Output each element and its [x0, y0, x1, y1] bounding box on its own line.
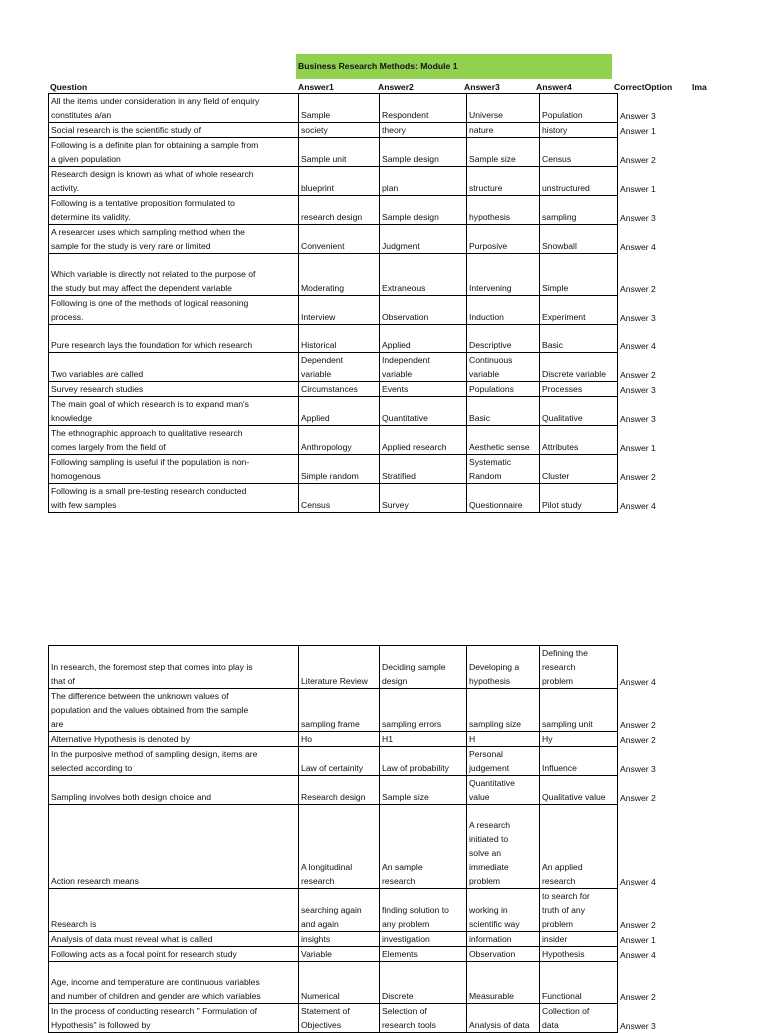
answer1-cell[interactable]: Applied — [299, 397, 380, 426]
answer2-cell[interactable]: Law of probability — [380, 747, 467, 776]
correct-option-cell[interactable]: Answer 3 — [620, 212, 656, 223]
answer1-cell[interactable]: Simple random — [299, 455, 380, 484]
question-cell[interactable]: The ethnographic approach to qualitative research comes largely from the field of — [49, 426, 299, 455]
answer3-cell[interactable]: Basic — [467, 397, 540, 426]
answer4-cell[interactable]: Pilot study — [540, 484, 618, 513]
answer1-cell[interactable]: searching again and again — [299, 889, 380, 932]
answer3-cell[interactable]: Questionnaire — [467, 484, 540, 513]
answer2-cell[interactable]: Stratified — [380, 455, 467, 484]
correct-option-cell[interactable]: Answer 2 — [620, 154, 656, 165]
answer4-cell[interactable]: history — [540, 123, 618, 138]
question-cell[interactable]: Following acts as a focal point for research study — [49, 947, 299, 962]
answer4-cell[interactable]: Experiment — [540, 296, 618, 325]
answer3-cell[interactable]: Measurable — [467, 962, 540, 1004]
answer2-cell[interactable]: Elements — [380, 947, 467, 962]
answer2-cell[interactable]: Applied — [380, 325, 467, 353]
answer4-cell[interactable]: Functional — [540, 962, 618, 1004]
header-image[interactable]: Ima — [692, 82, 707, 92]
answer1-cell[interactable]: Census — [299, 484, 380, 513]
table-row — [49, 94, 693, 123]
table-row — [49, 455, 693, 484]
question-cell[interactable]: Survey research studies — [49, 382, 299, 397]
answer2-cell[interactable]: investigation — [380, 932, 467, 947]
answer1-cell[interactable]: research design — [299, 196, 380, 225]
answer1-cell[interactable]: Numerical — [299, 962, 380, 1004]
answer1-cell[interactable]: Law of certainity — [299, 747, 380, 776]
table-row — [49, 889, 693, 932]
answer2-cell[interactable]: theory — [380, 123, 467, 138]
answer4-cell[interactable]: Collection of data — [540, 1004, 618, 1033]
answer1-cell[interactable]: Research design — [299, 776, 380, 805]
question-table-1 — [48, 93, 693, 513]
answer2-cell[interactable]: Discrete — [380, 962, 467, 1004]
answer1-cell[interactable]: Convenient — [299, 225, 380, 254]
correct-option-cell[interactable]: Answer 2 — [620, 792, 656, 803]
answer3-cell[interactable]: Descriptive — [467, 325, 540, 353]
question-cell[interactable]: Following is one of the methods of logical reasoning process. — [49, 296, 299, 325]
question-cell[interactable]: Following is a tentative proposition formulated to determine its validity. — [49, 196, 299, 225]
answer2-cell[interactable]: finding solution to any problem — [380, 889, 467, 932]
answer4-cell[interactable]: to search for truth of any problem — [540, 889, 618, 932]
table-row — [49, 484, 693, 513]
answer3-cell[interactable]: Populations — [467, 382, 540, 397]
question-cell[interactable]: Alternative Hypothesis is denoted by — [49, 732, 299, 747]
answer1-cell[interactable]: Anthropology — [299, 426, 380, 455]
answer4-cell[interactable]: unstructured — [540, 167, 618, 196]
answer4-cell[interactable]: Population — [540, 94, 618, 123]
answer3-cell[interactable]: information — [467, 932, 540, 947]
answer3-cell[interactable]: sampling size — [467, 689, 540, 732]
answer3-cell[interactable]: Intervening — [467, 254, 540, 296]
question-cell[interactable]: Research is — [49, 889, 299, 932]
answer4-cell[interactable]: Census — [540, 138, 618, 167]
question-cell[interactable]: A researcer uses which sampling method when the sample for the study is very rare or limited — [49, 225, 299, 254]
answer4-cell[interactable]: Qualitative — [540, 397, 618, 426]
question-cell[interactable]: Following sampling is useful if the population is non- homogenous — [49, 455, 299, 484]
table-row — [49, 689, 693, 732]
answer1-cell[interactable]: insights — [299, 932, 380, 947]
question-cell[interactable]: Sampling involves both design choice and — [49, 776, 299, 805]
question-cell[interactable]: In the process of conducting research " Formulation of Hypothesis" is followed by — [49, 1004, 299, 1033]
question-cell[interactable]: Age, income and temperature are continuous variables and number of children and gender are which variables — [49, 962, 299, 1004]
header-question[interactable]: Question — [50, 82, 88, 92]
table-row — [49, 138, 693, 167]
table-row — [49, 732, 693, 747]
correct-option-cell[interactable]: Answer 1 — [620, 183, 656, 194]
sheet-title-banner[interactable]: Business Research Methods: Module 1 — [296, 54, 612, 79]
answer1-cell[interactable]: Circumstances — [299, 382, 380, 397]
answer4-cell[interactable]: Attributes — [540, 426, 618, 455]
answer3-cell[interactable]: Analysis of data — [467, 1004, 540, 1033]
answer2-cell[interactable]: H1 — [380, 732, 467, 747]
correct-option-cell[interactable]: Answer 2 — [620, 471, 656, 482]
answer1-cell[interactable]: sampling frame — [299, 689, 380, 732]
table-row — [49, 296, 693, 325]
question-cell[interactable]: The main goal of which research is to expand man's knowledge — [49, 397, 299, 426]
answer3-cell[interactable]: Developing a hypothesis — [467, 646, 540, 689]
correct-option-cell[interactable]: Answer 3 — [620, 312, 656, 323]
table-row — [49, 646, 693, 689]
answer4-cell[interactable]: insider — [540, 932, 618, 947]
correct-option-cell[interactable]: Answer 1 — [620, 125, 656, 136]
answer3-cell[interactable]: Purposive — [467, 225, 540, 254]
table-row — [49, 947, 693, 962]
answer1-cell[interactable]: Interview — [299, 296, 380, 325]
table-row — [49, 747, 693, 776]
correct-option-cell[interactable]: Answer 2 — [620, 283, 656, 294]
correct-option-cell[interactable]: Answer 2 — [620, 919, 656, 930]
answer2-cell[interactable]: Judgment — [380, 225, 467, 254]
question-cell[interactable]: Research design is known as what of whole research activity. — [49, 167, 299, 196]
answer3-cell[interactable]: Observation — [467, 947, 540, 962]
answer3-cell[interactable]: Sample size — [467, 138, 540, 167]
table-row — [49, 225, 693, 254]
correct-option-cell[interactable]: Answer 2 — [620, 719, 656, 730]
correct-option-cell[interactable]: Answer 4 — [620, 500, 656, 511]
answer3-cell[interactable]: Aesthetic sense — [467, 426, 540, 455]
answer2-cell[interactable]: Observation — [380, 296, 467, 325]
table-row — [49, 426, 693, 455]
correct-option-cell[interactable]: Answer 4 — [620, 876, 656, 887]
question-cell[interactable]: Analysis of data must reveal what is called — [49, 932, 299, 947]
table-row — [49, 776, 693, 805]
question-cell[interactable]: Following is a definite plan for obtaining a sample from a given population — [49, 138, 299, 167]
question-cell[interactable]: Following is a small pre-testing research conducted with few samples — [49, 484, 299, 513]
header-answer1[interactable]: Answer1 — [298, 82, 334, 92]
correct-option-cell[interactable]: Answer 4 — [620, 241, 656, 252]
question-cell[interactable]: Social research is the scientific study of — [49, 123, 299, 138]
answer2-cell[interactable]: Quantitative — [380, 397, 467, 426]
answer1-cell[interactable]: Literature Review — [299, 646, 380, 689]
answer4-cell[interactable]: Influence — [540, 747, 618, 776]
question-cell[interactable]: In the purposive method of sampling design, items are selected according to — [49, 747, 299, 776]
question-cell[interactable]: Two variables are called — [49, 353, 299, 382]
table-row — [49, 962, 693, 1004]
answer2-cell[interactable]: Events — [380, 382, 467, 397]
answer2-cell[interactable]: Deciding sample design — [380, 646, 467, 689]
header-answer4[interactable]: Answer4 — [536, 82, 572, 92]
answer4-cell[interactable]: sampling unit — [540, 689, 618, 732]
answer3-cell[interactable]: Induction — [467, 296, 540, 325]
question-cell[interactable]: All the items under consideration in any field of enquiry constitutes a/an — [49, 94, 299, 123]
answer1-cell[interactable]: Moderating — [299, 254, 380, 296]
answer3-cell[interactable]: A research initiated to solve an immediate problem — [467, 805, 540, 889]
correct-option-cell[interactable]: Answer 3 — [620, 110, 656, 121]
answer4-cell[interactable]: Hy — [540, 732, 618, 747]
answer3-cell[interactable]: Personal judgement — [467, 747, 540, 776]
answer3-cell[interactable]: Systematic Random — [467, 455, 540, 484]
answer4-cell[interactable]: Basic — [540, 325, 618, 353]
answer2-cell[interactable]: Survey — [380, 484, 467, 513]
table-row — [49, 353, 693, 382]
answer2-cell[interactable]: Independent variable — [380, 353, 467, 382]
table-row — [49, 196, 693, 225]
answer1-cell[interactable]: Sample — [299, 94, 380, 123]
table-row — [49, 382, 693, 397]
correct-option-cell[interactable]: Answer 2 — [620, 734, 656, 745]
answer4-cell[interactable]: Qualitative value — [540, 776, 618, 805]
answer2-cell[interactable]: Respondent — [380, 94, 467, 123]
answer2-cell[interactable]: Extraneous — [380, 254, 467, 296]
table-row — [49, 397, 693, 426]
correct-option-cell[interactable]: Answer 3 — [620, 763, 656, 774]
correct-option-cell[interactable]: Answer 3 — [620, 413, 656, 424]
table-row — [49, 167, 693, 196]
answer3-cell[interactable]: structure — [467, 167, 540, 196]
correct-option-cell[interactable]: Answer 2 — [620, 369, 656, 380]
question-cell[interactable]: In research, the foremost step that comes into play is that of — [49, 646, 299, 689]
correct-option-cell[interactable]: Answer 3 — [620, 1020, 656, 1031]
correct-option-cell[interactable]: Answer 4 — [620, 676, 656, 687]
answer3-cell[interactable]: Continuous variable — [467, 353, 540, 382]
answer2-cell[interactable]: Sample design — [380, 138, 467, 167]
answer1-cell[interactable]: Ho — [299, 732, 380, 747]
answer1-cell[interactable]: blueprint — [299, 167, 380, 196]
question-table-2 — [48, 645, 693, 1033]
answer3-cell[interactable]: hypothesis — [467, 196, 540, 225]
question-cell[interactable]: Action research means — [49, 805, 299, 889]
correct-option-cell[interactable]: Answer 4 — [620, 949, 656, 960]
answer2-cell[interactable]: An sample research — [380, 805, 467, 889]
answer3-cell[interactable]: working in scientific way — [467, 889, 540, 932]
answer1-cell[interactable]: society — [299, 123, 380, 138]
answer4-cell[interactable]: Hypothesis — [540, 947, 618, 962]
answer4-cell[interactable]: Defining the research problem — [540, 646, 618, 689]
answer4-cell[interactable]: Snowball — [540, 225, 618, 254]
header-answer3[interactable]: Answer3 — [464, 82, 500, 92]
correct-option-cell[interactable]: Answer 4 — [620, 340, 656, 351]
table-row — [49, 805, 693, 889]
answer1-cell[interactable]: Statement of Objectives — [299, 1004, 380, 1033]
table-row — [49, 254, 693, 296]
answer2-cell[interactable]: Selection of research tools — [380, 1004, 467, 1033]
answer2-cell[interactable]: Sample design — [380, 196, 467, 225]
answer4-cell[interactable]: An applied research — [540, 805, 618, 889]
correct-option-cell[interactable]: Answer 1 — [620, 934, 656, 945]
answer1-cell[interactable]: Historical — [299, 325, 380, 353]
answer2-cell[interactable]: sampling errors — [380, 689, 467, 732]
question-cell[interactable]: Which variable is directly not related to the purpose of the study but may affect the dependent variable — [49, 254, 299, 296]
answer4-cell[interactable]: Simple — [540, 254, 618, 296]
answer4-cell[interactable]: Cluster — [540, 455, 618, 484]
answer3-cell[interactable]: Quantitative value — [467, 776, 540, 805]
answer2-cell[interactable]: plan — [380, 167, 467, 196]
answer2-cell[interactable]: Sample size — [380, 776, 467, 805]
table-row — [49, 1004, 693, 1033]
correct-option-cell[interactable]: Answer 3 — [620, 384, 656, 395]
table-row — [49, 325, 693, 353]
answer3-cell[interactable]: H — [467, 732, 540, 747]
question-cell[interactable]: The difference between the unknown values of population and the values obtained from the sample are — [49, 689, 299, 732]
table-row — [49, 123, 693, 138]
question-cell[interactable]: Pure research lays the foundation for which research — [49, 325, 299, 353]
answer1-cell[interactable]: Sample unit — [299, 138, 380, 167]
answer1-cell[interactable]: Dependent variable — [299, 353, 380, 382]
table-row — [49, 932, 693, 947]
header-correct-option[interactable]: CorrectOption — [614, 82, 673, 92]
answer1-cell[interactable]: A longitudinal research — [299, 805, 380, 889]
answer4-cell[interactable]: Processes — [540, 382, 618, 397]
header-answer2[interactable]: Answer2 — [378, 82, 414, 92]
answer1-cell[interactable]: Variable — [299, 947, 380, 962]
answer4-cell[interactable]: Discrete variable — [540, 353, 618, 382]
correct-option-cell[interactable]: Answer 2 — [620, 991, 656, 1002]
answer4-cell[interactable]: sampling — [540, 196, 618, 225]
answer2-cell[interactable]: Applied research — [380, 426, 467, 455]
answer3-cell[interactable]: Universe — [467, 94, 540, 123]
answer3-cell[interactable]: nature — [467, 123, 540, 138]
correct-option-cell[interactable]: Answer 1 — [620, 442, 656, 453]
